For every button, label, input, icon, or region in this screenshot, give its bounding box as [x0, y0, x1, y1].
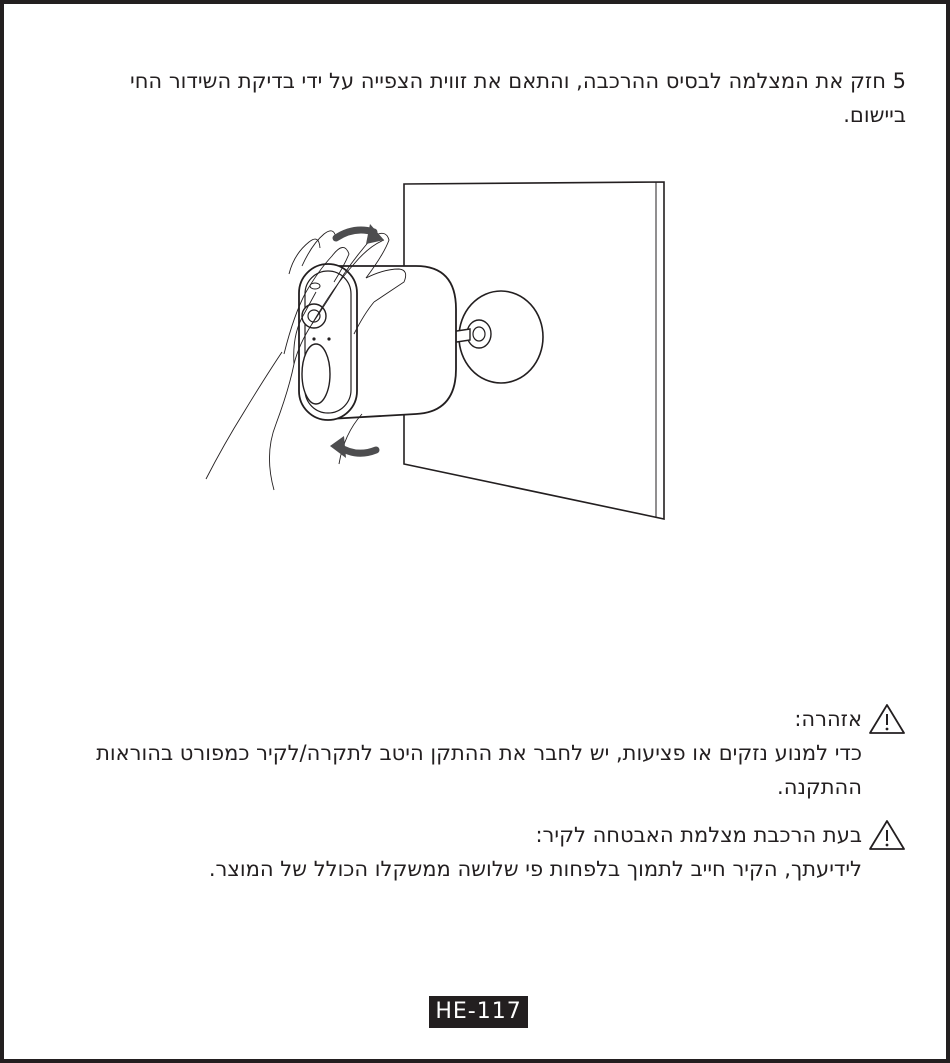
warning-heading — [94, 818, 906, 852]
step-instruction — [74, 64, 906, 132]
warning-block-installation — [94, 702, 906, 804]
warning-title: בעת הרכבת מצלמת האבטחה לקיר: — [535, 823, 862, 847]
warning-block-wall-mount — [94, 818, 906, 886]
step-number: 5 — [892, 69, 906, 93]
warning-title: אזהרה: — [794, 707, 862, 731]
warning-triangle-icon — [868, 702, 906, 736]
warning-text: לידיעתך, הקיר חייב לתמוך בלפחות פי שלושה ממשקלו הכולל של המוצר. — [208, 857, 862, 881]
warning-triangle-icon — [868, 818, 906, 852]
camera-icon — [299, 264, 456, 420]
page-number: HE-117 — [429, 996, 528, 1028]
camera-mounting-illustration — [194, 174, 684, 534]
step-text: חזק את המצלמה לבסיס ההרכבה, והתאם את זווית הצפייה על ידי בדיקת השידור החי ביישום. — [130, 69, 906, 127]
warning-heading — [94, 702, 906, 736]
warning-text: כדי למנוע נזקים או פציעות, יש לחבר את ההתקן היטב לתקרה/לקיר כמפורט בהוראות ההתקנה. — [96, 741, 862, 799]
